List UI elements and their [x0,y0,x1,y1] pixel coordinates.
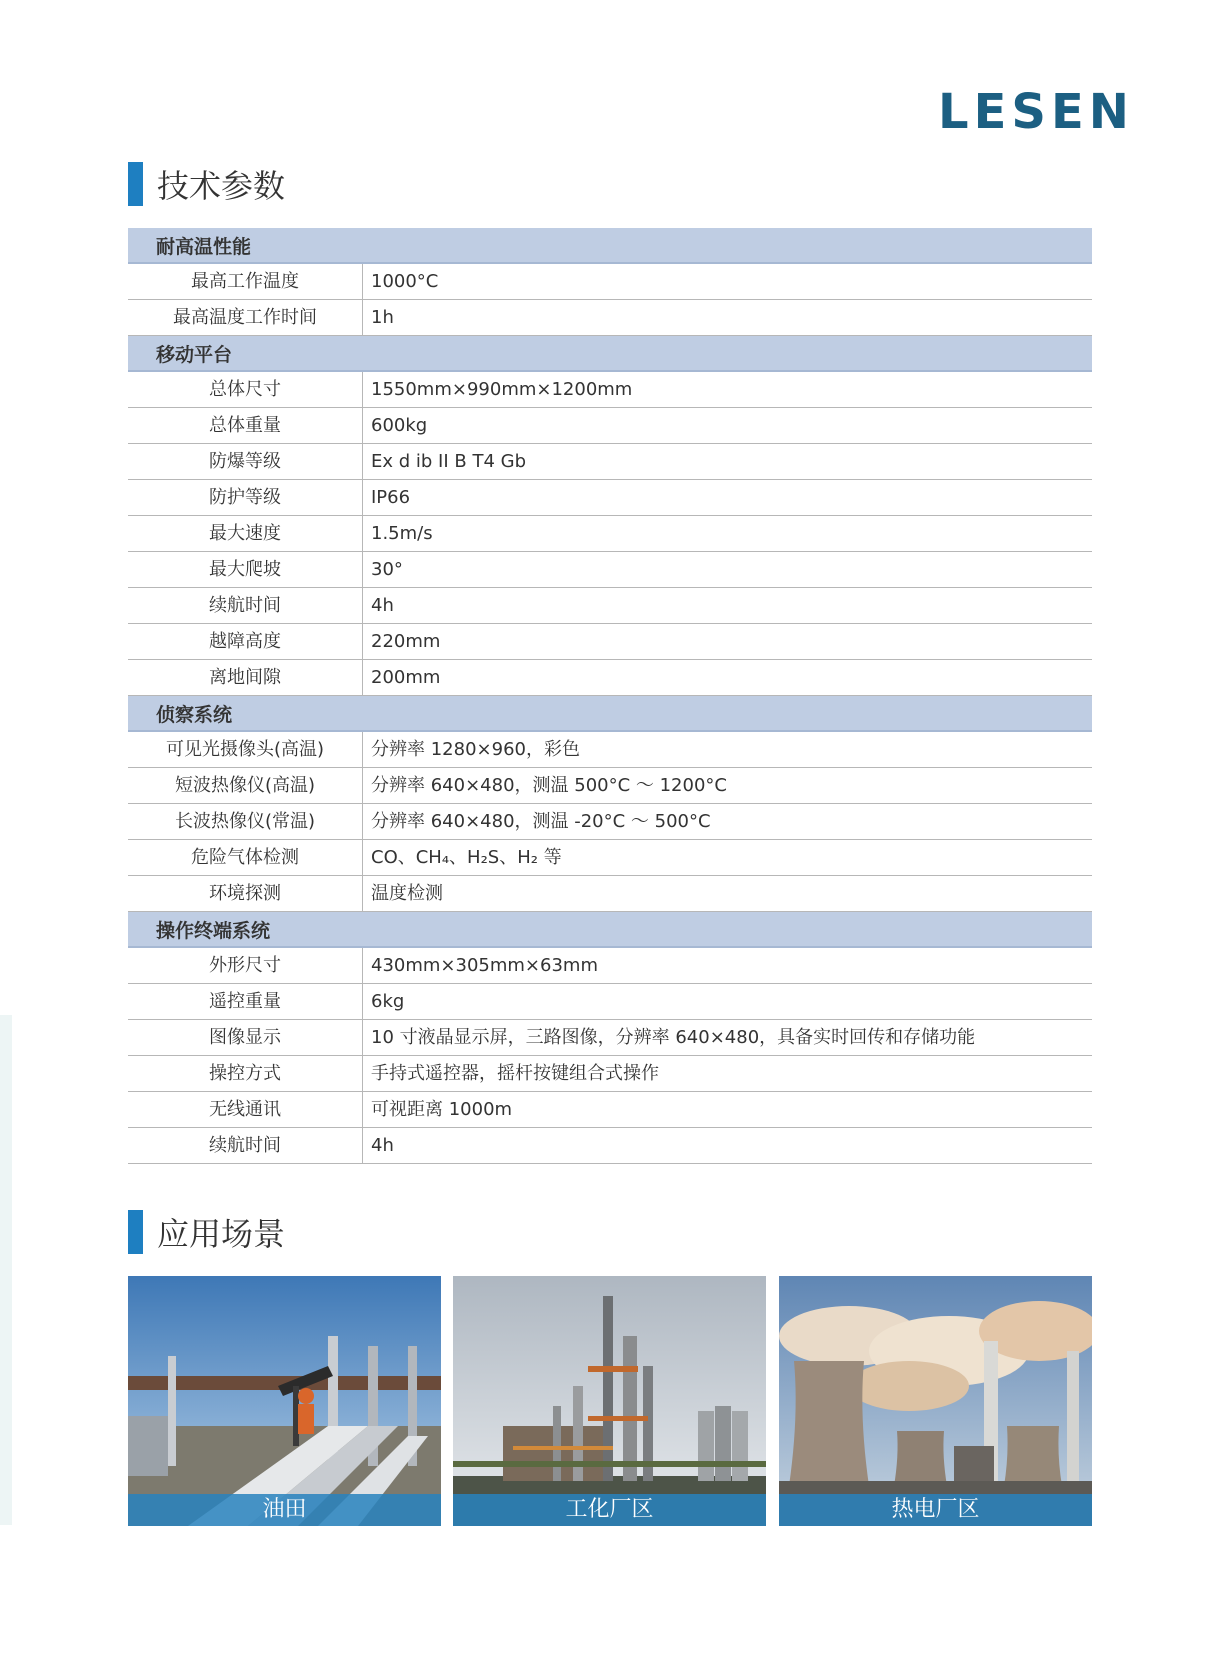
table-row [128,984,1092,1020]
scenes-title-text: 应用场景 [157,1215,286,1253]
row-label: 离地间隙 [128,660,363,695]
row-label: 最高工作温度 [128,264,363,299]
row-label: 遥控重量 [128,984,363,1019]
spec-table [128,228,1092,1164]
table-row [128,876,1092,912]
row-label: 最大爬坡 [128,552,363,587]
table-row [128,264,1092,300]
table-row [128,588,1092,624]
row-label: 短波热像仪(高温) [128,768,363,803]
table-row [128,552,1092,588]
specs-section-title [128,162,285,206]
section-accent-bar [128,1210,143,1254]
row-label: 续航时间 [128,1128,363,1163]
row-value: 1000°C [371,271,439,292]
scene-caption: 热电厂区 [779,1494,1092,1526]
table-row [128,516,1092,552]
row-value: 手持式遥控器，摇杆按键组合式操作 [371,1063,659,1084]
brand-logo: LESEN [938,84,1134,140]
scenes-section-title [128,1210,285,1254]
row-label: 越障高度 [128,624,363,659]
row-label: 防护等级 [128,480,363,515]
scene-caption: 工化厂区 [453,1494,766,1526]
row-label: 环境探测 [128,876,363,911]
table-row [128,480,1092,516]
group-header: 操作终端系统 [128,912,1092,948]
row-label: 危险气体检测 [128,840,363,875]
table-row [128,1056,1092,1092]
section-accent-bar [128,162,143,206]
row-value: 1h [371,307,394,328]
row-value: 可视距离 1000m [371,1099,513,1120]
row-value: 6kg [371,991,405,1012]
table-row [128,840,1092,876]
row-value: 分辨率 640×480，测温 -20°C ～ 500°C [371,811,711,832]
scene-photo-oilfield [128,1276,441,1526]
table-row [128,372,1092,408]
table-row [128,1020,1092,1056]
row-label: 可见光摄像头(高温) [128,732,363,767]
table-row [128,300,1092,336]
row-value: IP66 [371,487,411,508]
scene-photo-power-plant [779,1276,1092,1526]
table-row [128,660,1092,696]
chemical-plant-illustration [453,1276,766,1526]
row-value: 4h [371,595,394,616]
row-label: 外形尺寸 [128,948,363,983]
group-header: 移动平台 [128,336,1092,372]
table-row [128,768,1092,804]
row-label: 无线通讯 [128,1092,363,1127]
oilfield-illustration [128,1276,441,1526]
row-value: Ex d ib II B T4 Gb [371,451,526,472]
table-row [128,1092,1092,1128]
row-value: 1.5m/s [371,523,433,544]
group-header: 耐高温性能 [128,228,1092,264]
row-value: 分辨率 640×480，测温 500°C ～ 1200°C [371,775,727,796]
scene-photo-chemical-plant [453,1276,766,1526]
row-label: 总体尺寸 [128,372,363,407]
row-value: 220mm [371,631,441,652]
row-label: 总体重量 [128,408,363,443]
table-row [128,1128,1092,1164]
power-plant-illustration [779,1276,1092,1526]
row-value: 600kg [371,415,428,436]
table-row [128,948,1092,984]
table-row [128,804,1092,840]
specs-title-text: 技术参数 [157,167,286,205]
side-decoration-strip [0,1015,12,1525]
scene-photos [128,1276,1092,1526]
group-header: 侦察系统 [128,696,1092,732]
row-value: 10 寸液晶显示屏，三路图像，分辨率 640×480，具备实时回传和存储功能 [371,1027,976,1048]
row-value: 200mm [371,667,441,688]
row-value: 分辨率 1280×960，彩色 [371,739,580,760]
row-value: 温度检测 [371,883,443,904]
row-label: 防爆等级 [128,444,363,479]
row-label: 操控方式 [128,1056,363,1091]
row-label: 续航时间 [128,588,363,623]
table-row [128,408,1092,444]
row-value: 4h [371,1135,394,1156]
table-row [128,624,1092,660]
row-label: 图像显示 [128,1020,363,1055]
row-value: 30° [371,559,403,580]
row-value: 430mm×305mm×63mm [371,955,598,976]
row-value: CO、CH₄、H₂S、H₂ 等 [371,847,562,868]
row-label: 长波热像仪(常温) [128,804,363,839]
row-label: 最高温度工作时间 [128,300,363,335]
row-label: 最大速度 [128,516,363,551]
table-row [128,444,1092,480]
row-value: 1550mm×990mm×1200mm [371,379,633,400]
table-row [128,732,1092,768]
scene-caption: 油田 [128,1494,441,1526]
